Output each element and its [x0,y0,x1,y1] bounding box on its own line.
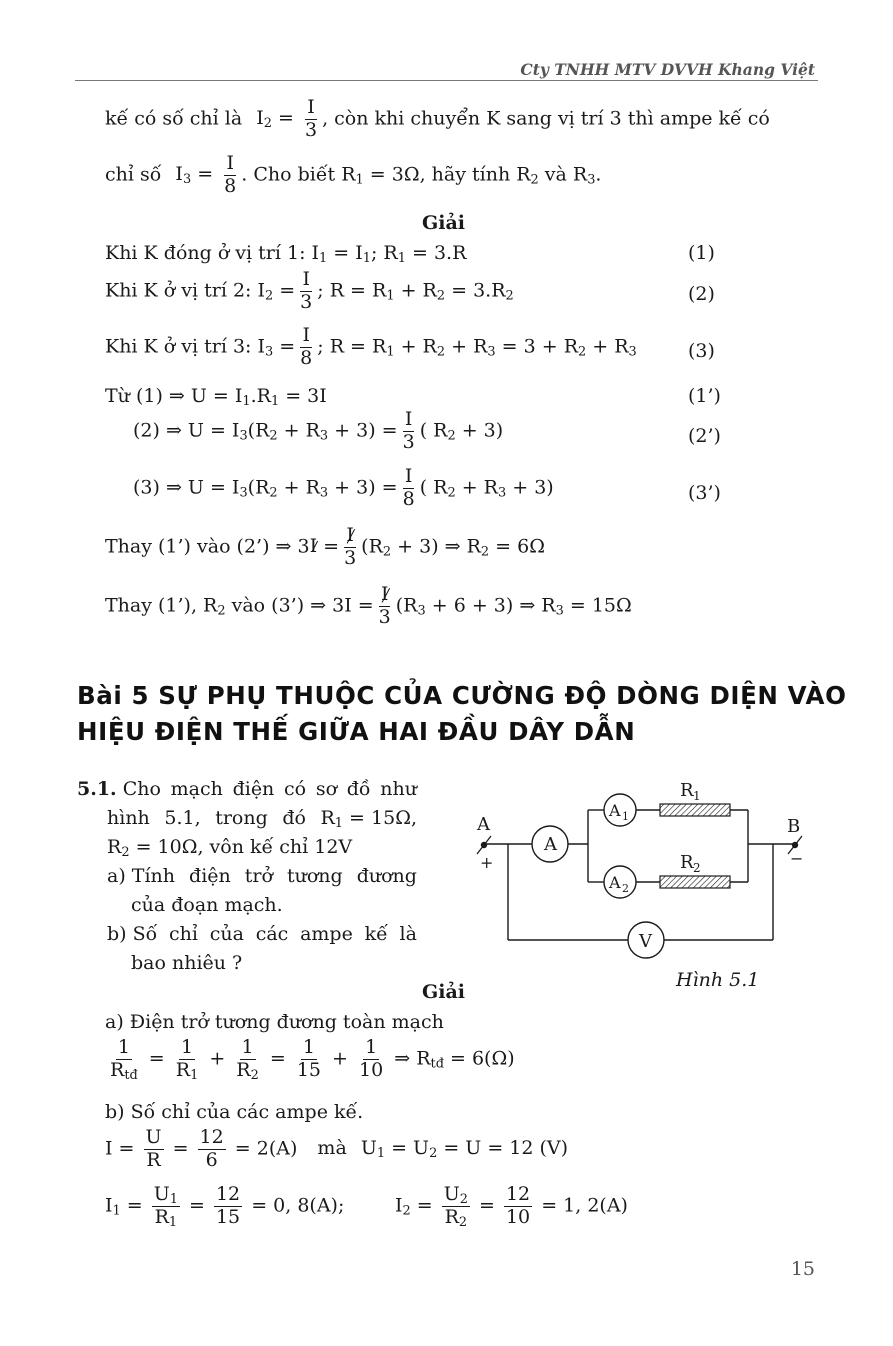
solution-line-1: Khi K đóng ở vị trí 1: $I_1 = I_1$; $R_1 = 3.R$ [105,242,467,267]
equation-ref: (3’) [688,482,721,504]
ammeter-main-label: A [544,834,557,855]
solution-line-6: (3) ⇒ $U = I_3(R_2 + R_3 + 3)$ = $\frac{I}{8}$ ( $R_2 + R_3 + 3$) [133,465,554,510]
terminal-b-minus: − [790,849,804,868]
terminal-b-node [792,842,798,848]
terminal-a-node [481,842,487,848]
page-number: 15 [790,1258,815,1280]
ammeter-1-sub: 1 [622,810,629,823]
figure-caption: Hình 5.1 [676,969,760,991]
resistor-r2-label: R [680,852,694,873]
terminal-a-plus: + [480,853,494,872]
resistor-r2 [660,876,730,888]
solution-heading-2: Giải [422,981,465,1003]
solution-heading-1: Giải [422,212,465,234]
solution2-b-line-2b: $I_2$ = $\frac{U_2}{R_2}$ = $\frac{12}{10}$ = 1, 2(A) [395,1183,628,1231]
header-rule [75,80,818,81]
solution2-b-title: b) Số chỉ của các ampe kế. [105,1101,364,1123]
equation-ref: (2’) [688,425,721,447]
equation-ref: (3) [688,340,715,362]
solution2-b-line-2: $I_1$ = $\frac{U_1}{R_1}$ = $\frac{12}{15}$ = 0, 8(A); [105,1183,345,1231]
fraction: $\frac{I}{3}$ [304,96,318,141]
solution2-a-formula: $\frac{1}{R_{tđ}}$ = $\frac{1}{R_1}$ + $\frac{1}{R_2}$ = $\frac{1}{15}$ + $\frac{1}{10}$ ⇒ $R_{tđ} = 6(\Omega)$ [110,1036,515,1084]
intro-line-1: kế có số chỉ là $I_2$ = $\frac{I}{3}$ , còn khi chuyển K sang vị trí 3 thì ampe kế có [105,96,770,141]
problem-line-3: $R_2 = 10\Omega$, vôn kế chỉ 12V [107,836,353,861]
lesson-title-line-2: HIỆU ĐIỆN THẾ GIỮA HAI ĐẦU DÂY DẪN [77,717,636,746]
question-a-cont: của đoạn mạch. [131,894,283,916]
solution-line-5: (2) ⇒ $U = I_3(R_2 + R_3 + 3)$ = $\frac{I}{3}$ ( $R_2 + 3$) [133,408,504,453]
equation-ref: (1) [688,242,715,264]
resistor-r1-sub: 1 [693,789,701,803]
solution-line-3: Khi K ở vị trí 3: $I_3$ = $\frac{I}{8}$ ; $R = R_1 + R_2 + R_3 = 3 + R_2 + R_3$ [105,324,637,369]
question-b-cont: bao nhiêu ? [131,952,243,974]
solution-line-8: Thay (1’), $R_2$ vào (3’) ⇒ 3I = $\frac{I}{3}$ $(R_3 + 6 + 3)$ ⇒ $R_3 = 15\Omega$ [105,583,632,628]
publisher-header: Cty TNHH MTV DVVH Khang Việt [520,60,815,79]
solution-line-7: Thay (1’) vào (2’) ⇒ 3I = $\frac{I}{3}$ $(R_2 + 3)$ ⇒ $R_2 = 6\Omega$ [105,524,545,569]
problem-line-2: hình 5.1, trong đó $R_1 = 15\Omega$, [107,807,417,832]
question-a: a) Tính điện trở tương đương [107,865,417,887]
solution2-a-title: a) Điện trở tương đương toàn mạch [105,1011,444,1033]
solution-line-4: Từ (1) ⇒ $U = I_1.R_1 = 3I$ [105,385,327,410]
lesson-title-line-1: Bài 5 SỰ PHỤ THUỘC CỦA CƯỜNG ĐỘ DÒNG DIỆN VÀO [77,681,847,710]
ammeter-1-label: A [609,801,621,820]
terminal-a-label: A [477,814,490,835]
question-b: b) Số chỉ của các ampe kế là [107,923,417,945]
intro-line-2: chỉ số $I_3$ = $\frac{I}{8}$ . Cho biết $R_1 = 3\Omega$, hãy tính $R_2$ và $R_3$. [105,152,602,197]
solution2-b-line-1: I = $\frac{U}{R}$ = $\frac{12}{6}$ = 2(A) mà $U_1 = U_2 = U = 12$ (V) [105,1126,569,1171]
circuit-diagram [460,770,820,1000]
problem-line-1: 5.1. Cho mạch điện có sơ đồ như [77,778,417,800]
equation-ref: (1’) [688,385,721,407]
solution-line-2: Khi K ở vị trí 2: $I_2$ = $\frac{I}{3}$ ; $R = R_1 + R_2 = 3.R_2$ [105,268,514,313]
voltmeter-label: V [639,931,652,952]
resistor-r1 [660,804,730,816]
terminal-b-label: B [787,816,801,837]
resistor-r2-sub: 2 [693,861,701,875]
equation-ref: (2) [688,283,715,305]
ammeter-2-sub: 2 [622,882,629,895]
resistor-r1-label: R [680,780,694,801]
ammeter-2-label: A [609,873,621,892]
